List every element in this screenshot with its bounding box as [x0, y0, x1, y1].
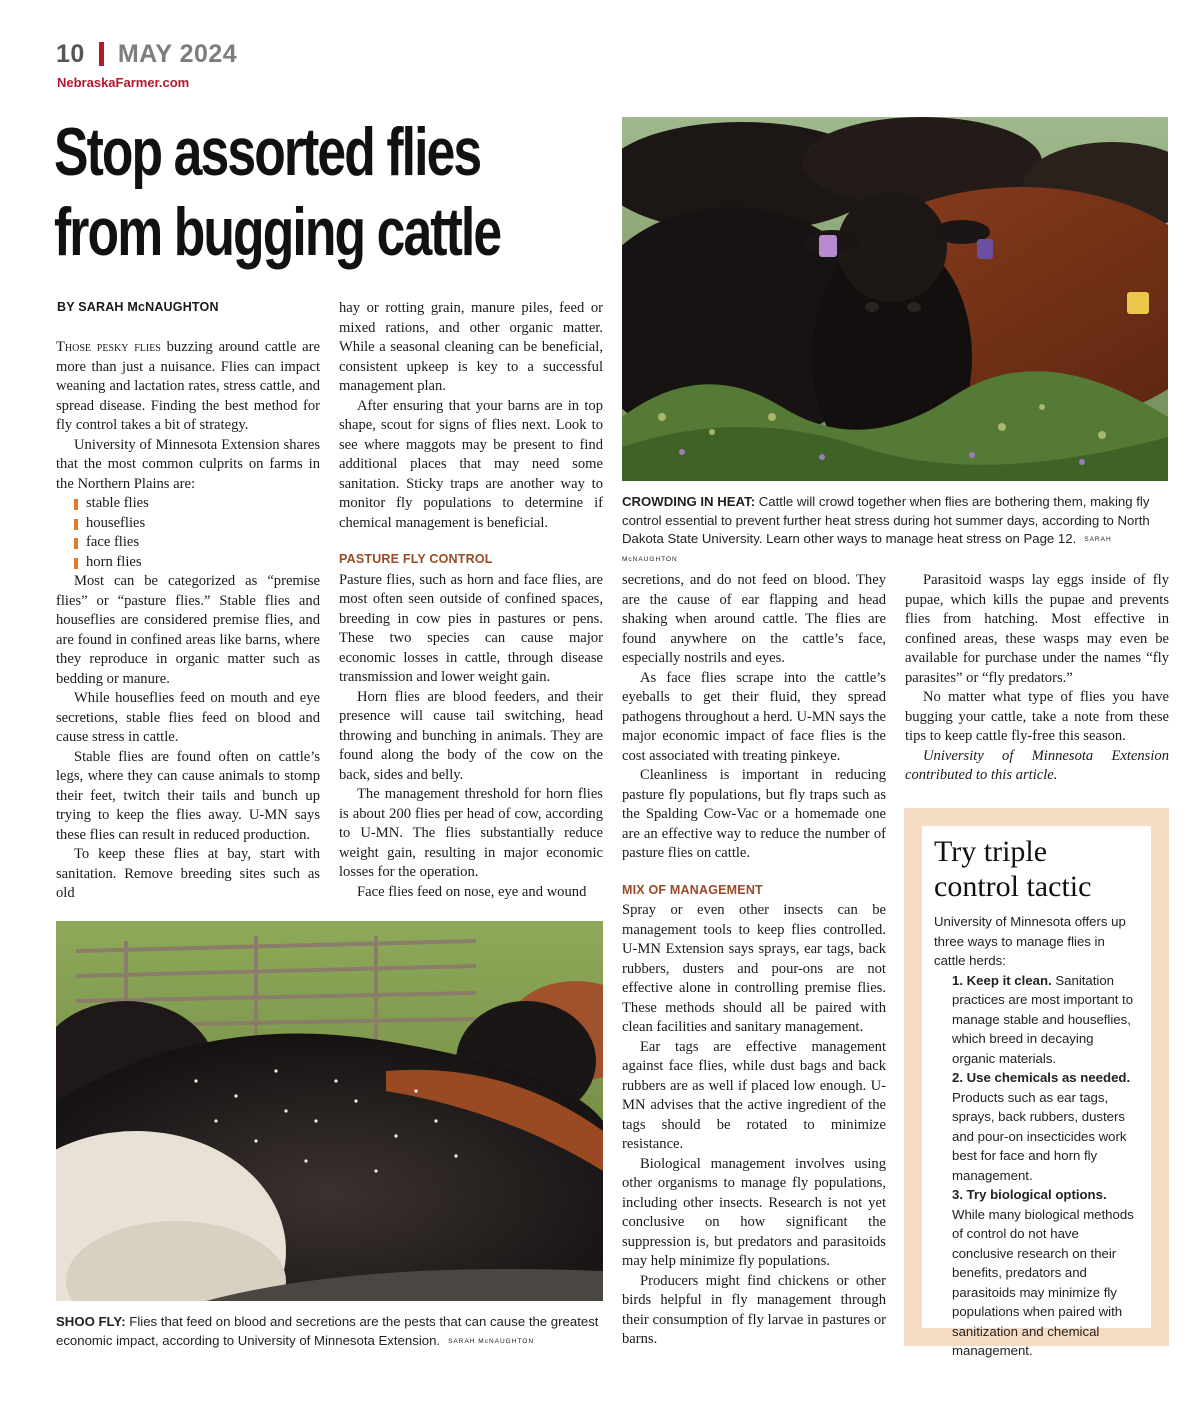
paragraph: Those pesky flies buzzing around cattle are more than just a nuisance. Flies can impact weaning and lactation rates, stress cattle, and spread disease. Finding the best method for fly control takes a bit of strategy.: [56, 339, 320, 433]
paragraph: Parasitoid wasps lay eggs inside of fly pupae, which kills the pupae and prevents flies from hatching. Most effective in confined areas, these wasps may even be available for purchase under the names “fly parasites” or “fly predators.”: [905, 572, 1169, 686]
caption-text: Flies that feed on blood and secretions are the pests that can cause the greatest economic impact, according to University of Minnesota Extension.: [56, 1314, 599, 1348]
paragraph: After ensuring that your barns are in top shape, scout for signs of flies next. Look to see where maggots may be present to find additional places that may need some sanitation. Sticky traps are another way to monitor fly populations to determine if chemical management is beneficial.: [339, 397, 603, 531]
sidebar-inner: [922, 826, 1151, 1358]
headline-line-1: Stop assorted flies: [54, 114, 481, 190]
culprit-list: [56, 494, 320, 572]
paragraph: As face flies scrape into the cattle’s eyeballs to get their fluid, they spread pathogens throughout a herd. U-MN says the major economic impact of face flies is the cost associated with treating pinkeye.: [622, 669, 886, 764]
caption-label: CROWDING IN HEAT:: [622, 494, 756, 509]
top-photo-caption: [622, 493, 1170, 569]
list-item: face flies: [74, 533, 320, 553]
paragraph: To keep these flies at bay, start with sanitation. Remove breeding sites such as old: [56, 846, 320, 901]
paragraph: Face flies feed on nose, eye and wound: [357, 883, 587, 900]
article-attribution: University of Minnesota Extension contributed to this article.: [905, 747, 1169, 783]
page-folio: [56, 38, 237, 70]
article-column-4: [905, 571, 1169, 786]
sidebar-box: [904, 808, 1169, 1358]
cattle-herd-image: [622, 117, 1168, 481]
paragraph: hay or rotting grain, manure piles, feed or mixed rations, and other organic matter. While a seasonal cleaning can be beneficial, consistent upkeep is key to a successful management plan.: [339, 300, 603, 394]
sidebar-item: 2. Use chemicals as needed. Products such as ear tags, sprays, back rubbers, dusters and pour-on insecticides work best for face and horn fly management.: [952, 1070, 1131, 1183]
list-item: horn flies: [74, 553, 320, 573]
paragraph: Producers might find chickens or other birds helpful in fly management through their consumption of fly larvae in pastures or barns.: [622, 1272, 886, 1347]
headline-line-2: from bugging cattle: [54, 194, 501, 270]
paragraph: The management threshold for horn flies is about 200 flies per head of cow, according to U-MN. The flies substantially reduce weight gain, resulting in major economic losses for the operation.: [339, 786, 603, 880]
photo-credit: SARAH McNAUGHTON: [448, 1337, 535, 1345]
article-headline: [54, 112, 501, 272]
list-item: houseflies: [74, 514, 320, 534]
paragraph: Horn flies are blood feeders, and their presence will cause tail switching, head throwing and bunching in animals. They are found along the body of the cow on the back, sides and belly.: [339, 688, 603, 783]
article-column-3: [622, 571, 886, 1350]
sidebar-title: Try triple control tactic: [934, 835, 1092, 903]
cattle-herd-photo: [622, 117, 1168, 481]
flies-on-cattle-photo: [56, 921, 603, 1301]
caption-text: Cattle will crowd together when flies are bothering them, making fly control essential to prevent further heat stress during hot summer days, according to North Dakota State University. Learn other ways to manage heat stress on Page 12.: [622, 494, 1150, 546]
paragraph: Ear tags are effective management against face flies, while dust bags and back rubbers are as well if placed low enough. U-MN advises that the active ingredient of the tags should be rotated to minimize resistance.: [622, 1038, 886, 1152]
page-number: 10: [56, 39, 85, 68]
subhead-mix-of-management: MIX OF MANAGEMENT: [622, 882, 763, 897]
article-column-1: [56, 338, 320, 904]
paragraph: Most can be categorized as “premise flies” or “pasture flies.” Stable flies and houseflies are considered premise flies, and are found in confined areas like barns, where they reproduce in organic matter such as bedding or manure.: [56, 573, 320, 687]
caption-label: SHOO FLY:: [56, 1314, 126, 1329]
paragraph: Cleanliness is important in reducing pasture fly populations, but fly traps such as the Spalding Cow-Vac or a homemade one are an effective way to reduce the number of pasture flies on cattle.: [622, 767, 886, 861]
photo-credit: SARAH McNAUGHTON: [622, 536, 1112, 563]
subhead-pasture-fly-control: PASTURE FLY CONTROL: [339, 552, 493, 566]
sidebar-intro: University of Minnesota offers up three ways to manage flies in cattle herds:: [934, 914, 1126, 968]
paragraph: University of Minnesota Extension shares that the most common culprits on farms in the Northern Plains are:: [56, 436, 320, 492]
paragraph: No matter what type of flies you have bugging your cattle, take a note from these tips to keep cattle fly-free this season.: [905, 689, 1169, 744]
paragraph: Spray or even other insects can be management tools to keep flies controlled. U-MN Extension says sprays, ear tags, back rubbers, dusters and pour-ons are not effective alone in controlling premise flies. These methods should all be paired with clean facilities and sanitary management.: [622, 902, 886, 1035]
sidebar-item: 1. Keep it clean. Sanitation practices are most important to manage stable and houseflies, which breed in decaying organic materials.: [952, 972, 1134, 1066]
paragraph: secretions, and do not feed on blood. They are the cause of ear flapping and head shaking when around cattle. The flies are found anywhere on the cattle’s face, especially nostrils and eyes.: [622, 572, 886, 666]
article-column-2: [339, 299, 603, 902]
lead-in: Those pesky flies: [56, 339, 161, 355]
byline: BY SARAH McNAUGHTON: [57, 300, 219, 314]
paragraph: Pasture flies, such as horn and face flies, are most often seen outside of confined spaces, breeding in cow pies in pastures or pens. These two species can cause major economic losses in cattle, through disease transmission and lower weight gain.: [339, 571, 603, 685]
paragraph: While houseflies feed on mouth and eye secretions, stable flies feed on blood and cause stress in cattle.: [56, 690, 320, 745]
bottom-photo-caption: [56, 1313, 604, 1351]
sidebar-body: [934, 912, 1139, 1361]
list-item: stable flies: [74, 494, 320, 514]
folio-divider: [99, 42, 104, 66]
paragraph: Biological management involves using other organisms to manage fly populations, including other insects. Research is not yet conclusive on how significant the suppression is, but predators and parasitoids may help minimize fly populations.: [622, 1155, 886, 1269]
sidebar-item: 3. Try biological options. While many biological methods of control do not have conclusive research on their benefits, predators and parasitoids may minimize fly populations when paired with sanitization and chemical management.: [952, 1187, 1134, 1358]
issue-date: MAY 2024: [117, 39, 238, 68]
website-url[interactable]: NebraskaFarmer.com: [57, 75, 190, 90]
flies-on-cattle-image: [56, 921, 603, 1301]
paragraph: Stable flies are found often on cattle’s legs, where they can cause animals to stomp their feet, twitch their tails and bunch up trying to keep the flies away. U-MN says these flies can result in reduced production.: [56, 748, 320, 843]
